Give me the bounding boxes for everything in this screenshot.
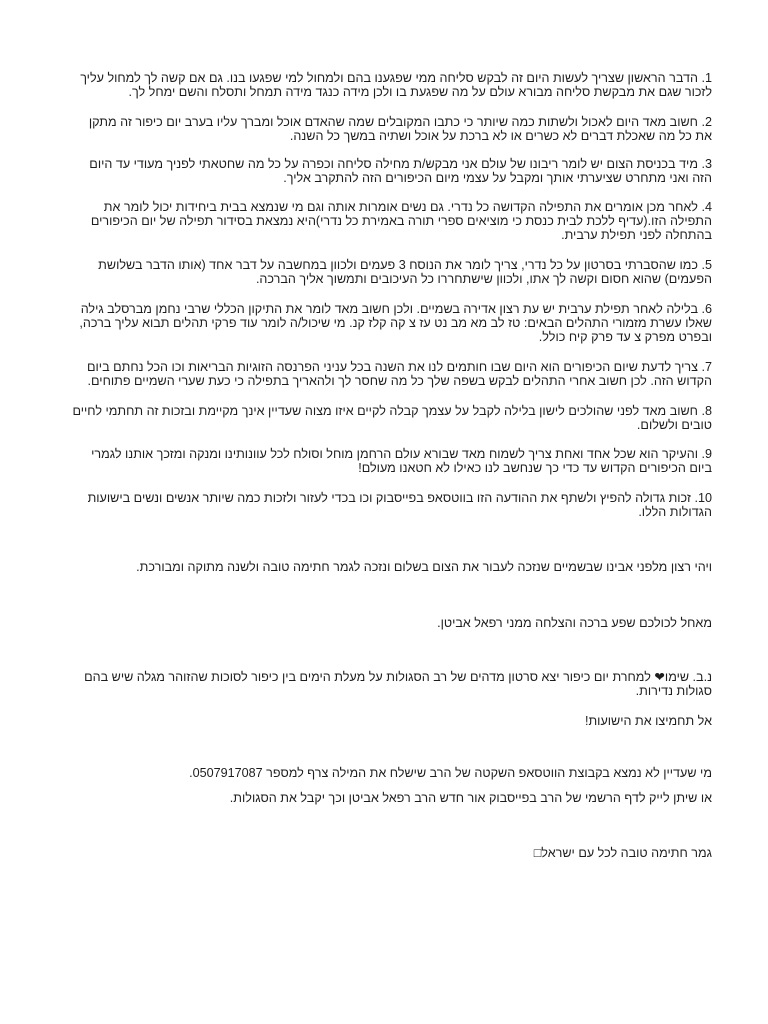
text-line: הפעמים) שהוא חסום וקשה לך אתו, ולכוון שישתחררו כל העיכובים ותמשוך אליך הברכה. <box>255 272 712 286</box>
paragraph-6 <box>42 302 712 344</box>
paragraph-3 <box>42 157 712 185</box>
text-line: מאחל לכולכם שפע ברכה והצלחה ממני רפאל אביטן. <box>437 616 712 630</box>
exclamation-paragraph <box>42 714 712 728</box>
text-line: ויהי רצון מלפני אבינו שבשמיים שנזכה לעבור את הצום בשלום ונזכה לגמר חתימה טובה ולשנה מתוקה ומבורכת. <box>136 560 712 574</box>
text-line: 2. חשוב מאד היום לאכול ולשתות כמה שיותר כי כתבו המקובלים שמה שהאדם אוכל ומברך עליו בערב יום כיפור זה מתקן <box>88 115 712 129</box>
paragraph-8 <box>42 404 712 432</box>
paragraph-7 <box>42 360 712 388</box>
text-line: מי שעדיין לא נמצא בקבוצת הווטסאפ השקטה של הרב שישלח את המילה צרף למספר 0507917087. <box>189 766 712 780</box>
text-line: 4. לאחר מכן אומרים את התפילה הקדושה כל נדרי. גם נשים אומרות אותה וגם מי שנמצא בבית ביחידות יכול לומר את <box>103 200 712 214</box>
text-line: הקדוש הזה. לכן חשוב אחרי התהלים לבקש בשפה שלך כל מה שחסר לך ולהאריך בתפילה כי כעת שערי השמיים פתוחים. <box>87 374 712 388</box>
text-line: נ.ב. שימו❤ למחרת יום כיפור יצא סרטון מדהים של רב הסגולות על מעלת הימים בין כיפור לסוכות שהזוהר מגלה שיש בהם <box>84 670 712 684</box>
paragraph-1 <box>42 71 712 99</box>
closing-paragraph <box>42 846 712 860</box>
text-line: 10. זכות גדולה להפיץ ולשתף את ההודעה הזו בווטסאפ בפייסבוק וכו בכדי לעזור ולזכות כמה שיותר אנשים ונשים בישועות <box>87 491 712 505</box>
text-line: סגולות נדירות. <box>635 684 712 698</box>
paragraph-5 <box>42 258 712 286</box>
text-line: 5. כמו שהסברתי בסרטון על כל נדרי, צריך לומר את הנוסח 3 פעמים ולכוון במחשבה על דבר אחד (אותו הדבר בשלושת <box>98 258 712 272</box>
text-line: לזכור שגם את מבקשת סליחה מבורא עולם על מה שפגעת בו ולכן מידה כנגד מידה תמחל ותסלח והשם ימחל לך. <box>128 85 712 99</box>
text-line: גמר חתימה טובה לכל עם ישראל□ <box>533 846 712 860</box>
blessing-paragraph <box>42 560 712 574</box>
text-line: בהתחלה לפני תפילת ערבית. <box>561 228 712 242</box>
text-line: התפילה הזו.(עדיף ללכת לבית כנסת כי מוציאים ספרי תורה באמירת כל נדרי)היא נמצאת בסידור תפילה של יום הכיפורים <box>90 214 712 228</box>
signature-paragraph <box>42 616 712 630</box>
text-line: הגדולות הללו. <box>638 505 712 519</box>
text-line: 3. מיד בכניסת הצום יש לומר ריבונו של עולם אני מבקש/ת מחילה סליחה וכפרה על כל מה שחטאתי לפניך מעודי עד היום <box>89 157 712 171</box>
whatsapp-paragraph <box>42 766 712 780</box>
text-line: ביום הכיפורים הקדוש עד כדי כך שנחשב לנו כאילו לא חטאנו מעולם! <box>358 461 712 475</box>
paragraph-9 <box>42 447 712 475</box>
text-line: הזה ואני מתחרט שציערתי אותך ומקבל על עצמי מיום הכיפורים הזה להתקרב אליך. <box>283 171 712 185</box>
facebook-paragraph <box>42 791 712 805</box>
text-line: 7. צריך לדעת שיום הכיפורים הוא היום שבו חותמים לנו את השנה בכל עניני הפרנסה הזוגיות הבריאות וכו הכל נחתם ביום <box>86 360 712 374</box>
postscript-paragraph <box>42 670 712 698</box>
paragraph-4 <box>42 200 712 242</box>
text-line: 6. בלילה לאחר תפילת ערבית יש עת רצון אדירה בשמיים. ולכן חשוב מאד לומר את התיקון הכללי שרבי נחמן מברסלב גילה <box>80 302 712 316</box>
text-line: 8. חשוב מאד לפני שהולכים לישון בלילה לקבל על עצמך קבלה לקיים איזו מצוה שעדיין אינך מקיימת ובזכות זה תחתמי לחיים <box>72 404 712 418</box>
text-line: טובים ולשלום. <box>636 418 712 432</box>
text-line: את כל מה שאכלת דברים לא כשרים או לא ברכת על אוכל ושתיה במשך כל השנה. <box>289 129 712 143</box>
paragraph-2 <box>42 115 712 143</box>
text-line: שאלו עשרת מזמורי התהלים הבאים: טז לב מא מב נט עז צ קה קלז קנ. מי שיכול/ה לומר עוד פרקי תהלים תבוא עליך ברכה, <box>79 316 712 330</box>
text-line: או שיתן לייק לדף הרשמי של הרב בפייסבוק אור חדש הרב רפאל אביטן וכך יקבל את הסגולות. <box>229 791 712 805</box>
text-line: ובפרט מפרק צ עד פרק קיח כולל. <box>538 330 712 344</box>
paragraph-10 <box>42 491 712 519</box>
text-line: אל תחמיצו את הישועות! <box>584 714 712 728</box>
text-line: 1. הדבר הראשון שצריך לעשות היום זה לבקש סליחה ממי שפגענו בהם ולמחול למי שפגעו בנו. גם אם קשה לך למחול עליך <box>80 71 712 85</box>
text-line: 9. והעיקר הוא שכל אחד ואחת צריך לשמוח מאד שבורא עולם הרחמן מוחל וסולח לכל עוונותינו ומנקה ומזכך אותנו לגמרי <box>91 447 712 461</box>
